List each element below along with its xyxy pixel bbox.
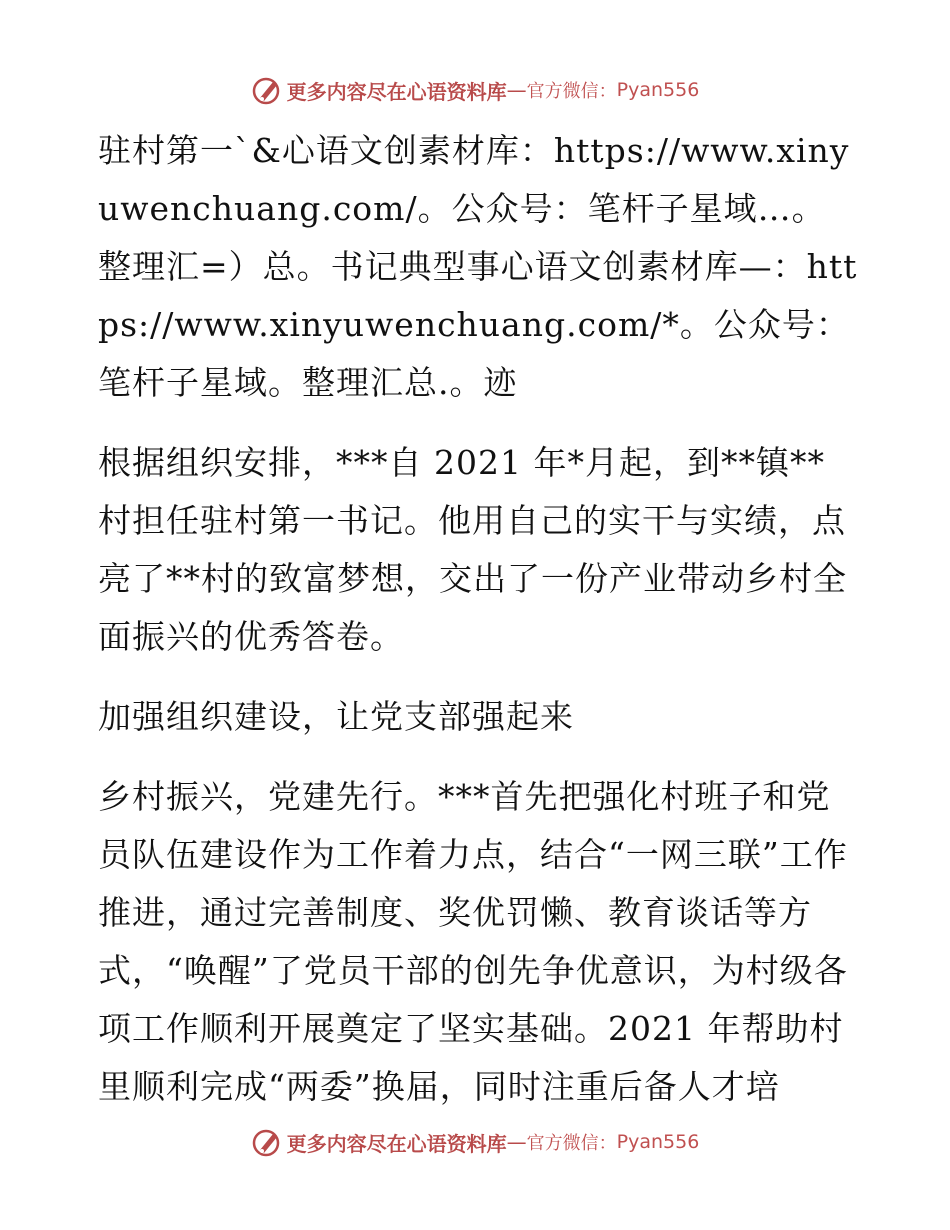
watermark-main-text: 更多内容尽在心语资料库 (286, 79, 507, 104)
watermark-main-text: 更多内容尽在心语资料库 (286, 1131, 507, 1156)
paragraph-intro: 驻村第一`&心语文创素材库：https://www.xinyuwenchuang.com/。公众号：笔杆子星域…。整理汇=）总。书记典型事心语文创素材库—：https://www.xinyuwenchuang.com/*。公众号：笔杆子星域。整理汇总.。迹 (98, 131, 858, 402)
watermark-separator: — (506, 1130, 527, 1154)
watermark-sub-text: 官方微信： (526, 81, 617, 102)
watermark-wechat-id: Pyan556 (616, 1131, 700, 1153)
watermark-separator: — (506, 78, 527, 102)
watermark-footer (0, 1122, 950, 1162)
watermark-header (0, 70, 950, 110)
document-body (98, 122, 858, 1138)
pen-nib-circle-icon (251, 1126, 283, 1158)
pen-nib-circle-icon (251, 74, 283, 106)
section-heading: 加强组织建设，让党支部强起来 (98, 697, 574, 736)
watermark-wechat-id: Pyan556 (616, 79, 700, 101)
paragraph-party-building: 乡村振兴，党建先行。***首先把强化村班子和党员队伍建设作为工作着力点，结合“一网三联”工作推进，通过完善制度、奖优罚懒、教育谈话等方式，“唤醒”了党员干部的创先争优意识，为村级各项工作顺利开展奠定了坚实基础。2021 年帮助村里顺利完成“两委”换届，同时注重后备人才培 (98, 777, 848, 1106)
paragraph-background: 根据组织安排，***自 2021 年*月起，到**镇**村担任驻村第一书记。他用自己的实干与实绩，点亮了**村的致富梦想，交出了一份产业带动乡村全面振兴的优秀答卷。 (98, 443, 847, 656)
watermark-sub-text: 官方微信： (526, 1133, 617, 1154)
